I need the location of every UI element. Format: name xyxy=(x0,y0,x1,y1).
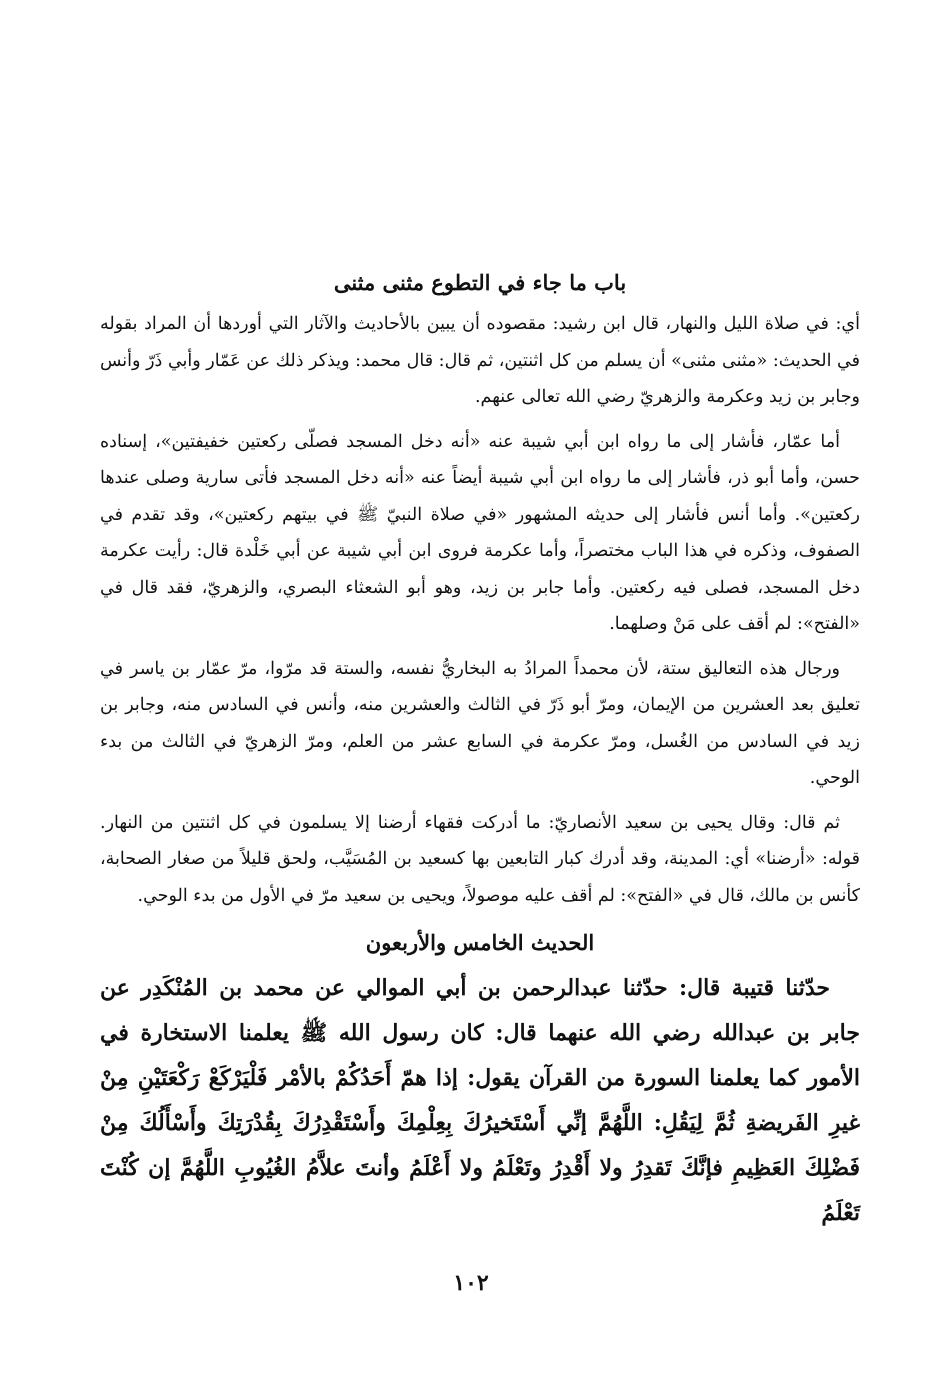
page-number: ١٠٢ xyxy=(453,1270,489,1296)
chapter-heading: باب ما جاء في التطوع مثنى مثنى xyxy=(333,270,627,295)
hadith-heading: الحديث الخامس والأربعون xyxy=(365,930,595,955)
paragraph-narrations: أما عمّار، فأشار إلى ما رواه ابن أبي شيبة عنه «أنه دخل المسجد فصلّى ركعتين خفيفتين»، إسناده حسن، وأما أبو ذر، فأشار إلى ما رواه ابن أبي شيبة أيضاً عنه «أنه دخل المسجد فأتى سارية وصلى عندها ركعتين». وأما أنس فأشار إلى حديثه المشهور «في صلاة النبيّ ﷺ في بيتهم ركعتين»، وقد تقدم في الصفوف، وذكره في هذا الباب مختصراً، وأما عكرمة فروى ابن أبي شيبة عن أبي خَلْدة قال: رأيت عكرمة دخل المسجد، فصلى فيه ركعتين. وأما جابر بن زيد، وهو أبو الشعثاء البصري، والزهريّ، فقد قال في «الفتح»: لم أقف على مَنْ وصلهما. xyxy=(100,431,860,634)
hadith-text: حدّثنا قتيبة قال: حدّثنا عبدالرحمن بن أبي الموالي عن محمد بن المُنْكَدِر عن جابر بن عبدالله رضي الله عنهما قال: كان رسول الله ﷺ يعلمنا الاستخارة في الأمور كما يعلمنا السورة من القرآن يقول: إذا همّ أَحَدُكُمْ بالأمْر فَلْيَرْكَعْ رَكْعَتَيْنِ مِنْ غيرِ الفَريضةِ ثُمَّ لِيَقُلِ: اللَّهُمَّ إنِّي أَسْتَخيرُكَ بِعِلْمِكَ وأَسْتَقْدِرُكَ بِقُدْرَتِكَ وأَسْأَلُكَ مِنْ فَضْلِكَ العَظِيمِ فإنَّكَ تَقدِرُ ولا أَقْدِرُ وتَعْلَمُ ولا أَعْلَمُ وأنتَ علاَّمُ الغُيُوبِ اللَّهُمَّ إن كُنْتَ تَعْلَمُ xyxy=(100,975,860,1226)
paragraph-intro: أي: في صلاة الليل والنهار، قال ابن رشيد: مقصوده أن يبين بالأحاديث والآثار التي أوردها أن المراد بقوله في الحديث: «مثنى مثنى» أن يسلم من كل اثنتين، ثم قال: قال محمد: ويذكر ذلك عن عَمّار وأبي ذَرّ وأنس وجابر بن زيد وعكرمة والزهريّ رضي الله تعالى عنهم. xyxy=(100,314,860,407)
paragraph-narrators: ورجال هذه التعاليق ستة، لأن محمداً المرادُ به البخاريُّ نفسه، والستة قد مرّوا، مرّ عمّار بن ياسر في تعليق بعد العشرين من الإيمان، ومرّ أبو ذَرّ في الثالث والعشرين منه، وأنس في السادس منه، وجابر بن زيد في السادس من الغُسل، ومرّ عكرمة في السابع عشر من العلم، ومرّ الزهريّ في الثالث من بدء الوحي. xyxy=(100,658,860,788)
page-body xyxy=(100,266,860,1236)
paragraph-yahya: ثم قال: وقال يحيى بن سعيد الأنصاريّ: ما أدركت فقهاء أرضنا إلا يسلمون في كل اثنتين من النهار. قوله: «أرضنا» أي: المدينة، وقد أدرك كبار التابعين بها كسعيد بن المُسَيَّب، ولحق قليلاً من صغار الصحابة، كأنس بن مالك، قال في «الفتح»: لم أقف عليه موصولاً، ويحيى بن سعيد مرّ في الأول من بدء الوحي. xyxy=(100,812,860,906)
